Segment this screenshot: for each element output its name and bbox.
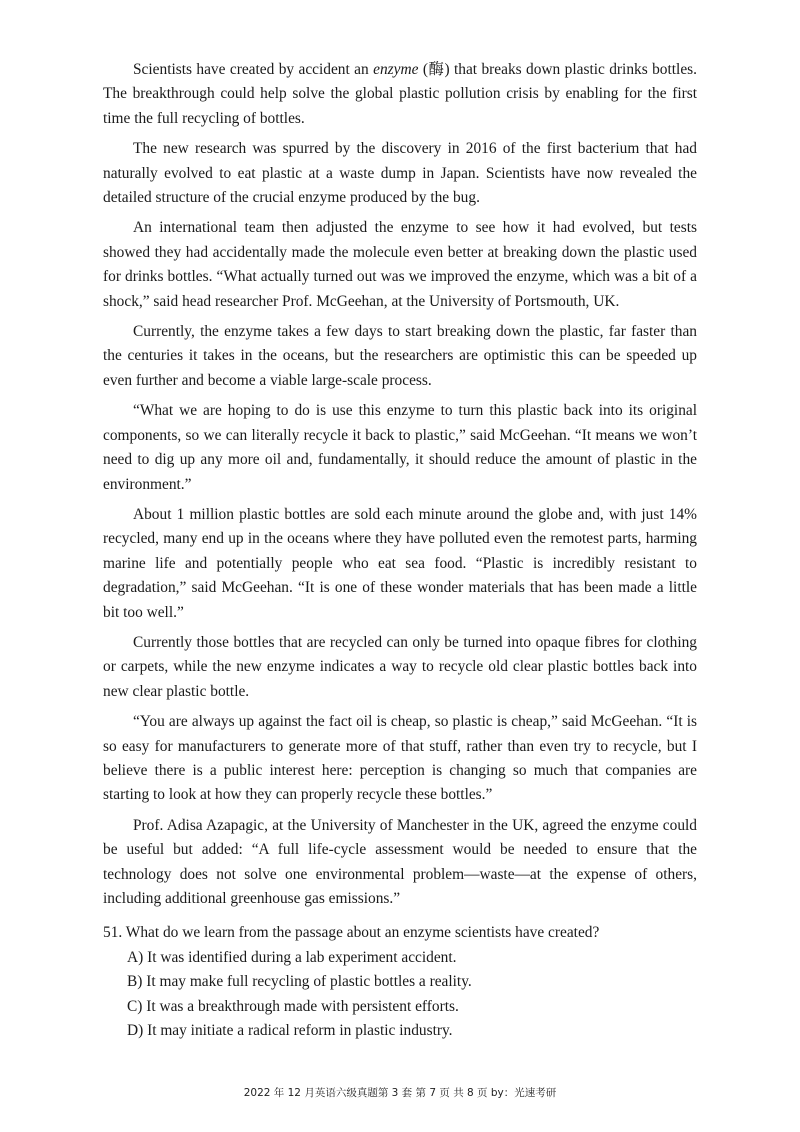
question-51 [103,921,697,1043]
paragraph-1-text-after: (酶) that breaks down plastic drinks bottles. The breakthrough could help solve the global plastic pollution crisis by enabling for the first time the full recycling of bottles. [103,61,698,127]
passage-paragraph-1 [103,58,697,131]
question-stem: 51. What do we learn from the passage about an enzyme scientists have created? [103,924,600,942]
passage-paragraph-5: “What we are hoping to do is use this enzyme to turn this plastic back into its original components, so we can literally recycle it back to plastic,” said McGeehan. “It means we won’t need to dig up any more oil and, fundamentally, it should reduce the amount of plastic in the environment.” [103,402,697,493]
passage-paragraph-2: The new research was spurred by the discovery in 2016 of the first bacterium that had naturally evolved to eat plastic at a waste dump in Japan. Scientists have now revealed the detailed structure of the crucial enzyme produced by the bug. [103,140,697,207]
passage-paragraph-7: Currently those bottles that are recycled can only be turned into opaque fibres for clothing or carpets, while the new enzyme indicates a way to recycle old clear plastic bottles back into new clear plastic bottle. [103,633,697,700]
option-a: A) It was identified during a lab experiment accident. [127,948,457,966]
paragraph-1-text-before: Scientists have created by accident an [133,61,374,78]
option-c: C) It was a breakthrough made with persistent efforts. [127,997,459,1015]
document-page [103,58,697,1043]
page-footer: 2022 年 12 月英语六级真题第 3 套 第 7 页 共 8 页 by：光速考研 [243,1087,557,1099]
passage-paragraph-9: Prof. Adisa Azapagic, at the University of Manchester in the UK, agreed the enzyme could be useful but added: “A full life-cycle assessment would be needed to ensure that the technology does not solve one environmental problem—waste—at the expense of others, including additional greenhouse gas emissions.” [103,816,697,907]
passage-paragraph-8: “You are always up against the fact oil is cheap, so plastic is cheap,” said McGeehan. “It is so easy for manufacturers to generate more of that stuff, rather than even try to recycle, but I believe there is a public interest here: perception is changing so much that companies are starting to look at how they can properly recycle these bottles.” [103,713,697,804]
passage-paragraph-4: Currently, the enzyme takes a few days to start breaking down the plastic, far faster than the centuries it takes in the oceans, but the researchers are optimistic this can be speeded up even further and become a viable large-scale process. [103,323,697,389]
option-b: B) It may make full recycling of plastic bottles a reality. [127,973,472,991]
passage-paragraph-6: About 1 million plastic bottles are sold each minute around the globe and, with just 14% recycled, many end up in the oceans where they have polluted even the remotest parts, harming marine life and potentially people who eat sea food. “Plastic is incredibly resistant to degradation,” said McGeehan. “It is one of these wonder materials that has been made a little bit too well.” [103,505,697,621]
enzyme-term: enzyme [373,61,419,78]
answer-options [103,946,697,1044]
passage-paragraph-3: An international team then adjusted the enzyme to see how it had evolved, but tests showed they had accidentally made the molecule even better at breaking down the plastic used for drinks bottles. “What actually turned out was we improved the enzyme, which was a bit of a shock,” said head researcher Prof. McGeehan, at the University of Portsmouth, UK. [103,219,697,310]
option-d: D) It may initiate a radical reform in plastic industry. [127,1022,453,1040]
